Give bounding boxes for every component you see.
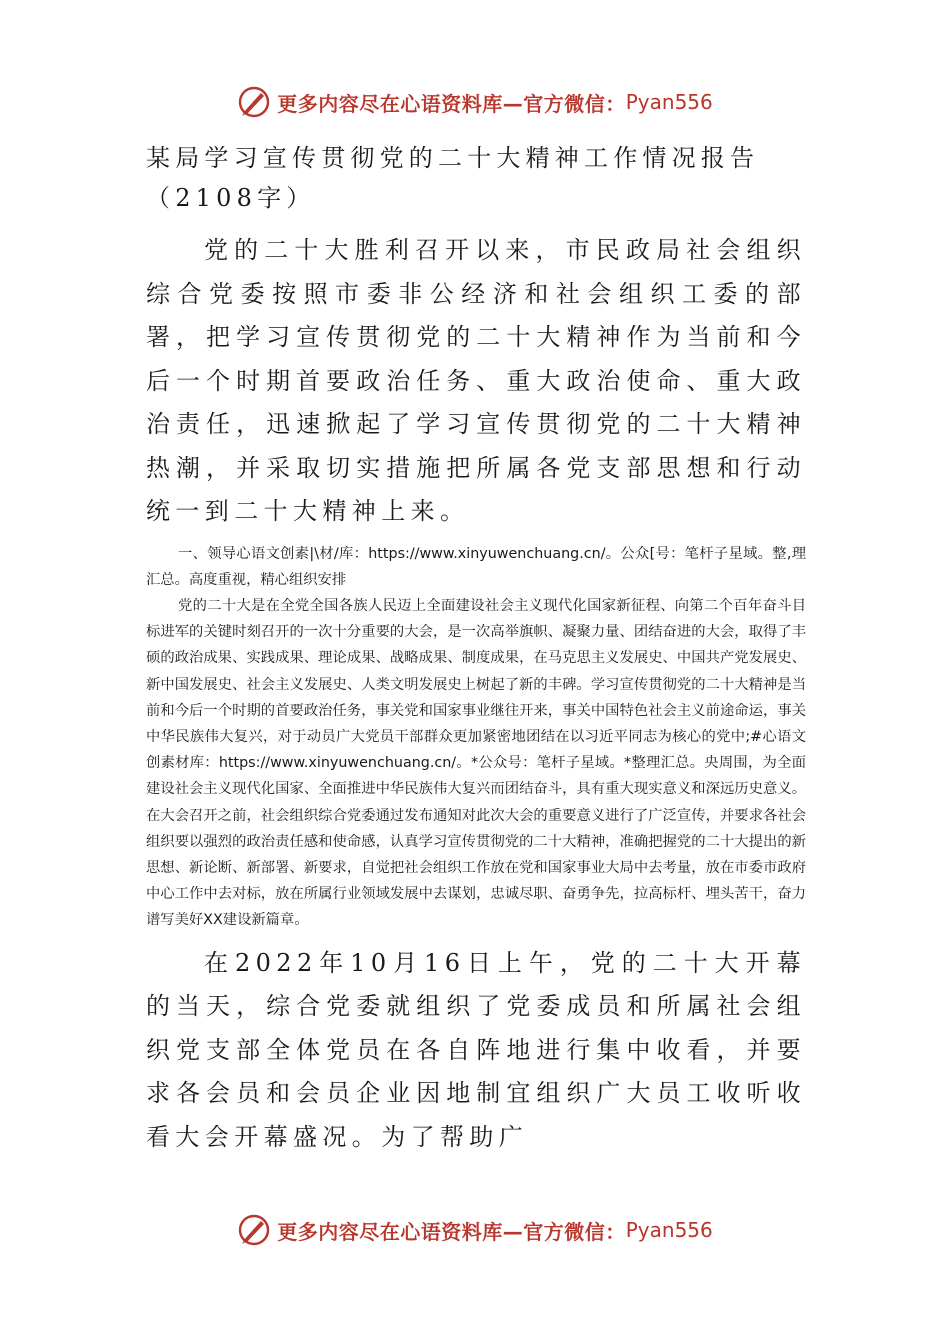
banner-text: 更多内容尽在心语资料库—官方微信： (277, 1219, 626, 1244)
header-banner (0, 82, 950, 122)
document-body (146, 138, 806, 1159)
banner-text: 更多内容尽在心语资料库—官方微信： (277, 91, 626, 116)
banner-wechat-id: Pyan556 (625, 1218, 713, 1242)
document-title: 某局学习宣传贯彻党的二十大精神工作情况报告（2108字） (146, 144, 760, 212)
intro-paragraph: 党的二十大胜利召开以来，市民政局社会组织综合党委按照市委非公经济和社会组织工委的部署，把学习宣传贯彻党的二十大精神作为当前和今后一个时期首要政治任务、重大政治使命、重大政治责任，迅速掀起了学习宣传贯彻党的二十大精神热潮，并采取切实措施把所属各党支部思想和行动统一到二十大精神上来。 (146, 236, 806, 525)
section-paragraph: 党的二十大是在全党全国各族人民迈上全面建设社会主义现代化国家新征程、向第二个百年奋斗目标进军的关键时刻召开的一次十分重要的大会，是一次高举旗帜、凝聚力量、团结奋进的大会，取得了丰硕的政治成果、实践成果、理论成果、战略成果、制度成果，在马克思主义发展史、中国共产党发展史、新中国发展史、社会主义发展史、人类文明发展史上树起了新的丰碑。学习宣传贯彻党的二十大精神是当前和今后一个时期的首要政治任务，事关党和国家事业继往开来，事关中国特色社会主义前途命运，事关中华民族伟大复兴，对于动员广大党员干部群众更加紧密地团结在以习近平同志为核心的党中;#心语文创素材库：https://www.xinyuwenchuang.cn/。*公众号：笔杆子星域。*整理汇总。央周围，为全面建设社会主义现代化国家、全面推进中华民族伟大复兴而团结奋斗，具有重大现实意义和深远历史意义。在大会召开之前，社会组织综合党委通过发布通知对此次大会的重要意义进行了广泛宣传，并要求各社会组织要以强烈的政治责任感和使命感，认真学习宣传贯彻党的二十大精神，准确把握党的二十大提出的新思想、新论断、新部署、新要求，自觉把社会组织工作放在党和国家事业大局中去考量，放在市委市政府中心工作中去对标，放在所属行业领域发展中去谋划，忠诚尽职、奋勇争先，拉高标杆、埋头苦干，奋力谱写美好XX建设新篇章。 (146, 597, 806, 929)
footer-banner (0, 1210, 950, 1250)
banner-wechat-id: Pyan556 (625, 90, 713, 114)
section-heading: 一、领导心语文创素|\材/库：https://www.xinyuwenchuang.cn/。公众[号：笔杆子星域。整,理汇总。高度重视，精心组织安排 (146, 545, 806, 588)
body-paragraph: 在2022年10月16日上午，党的二十大开幕的当天，综合党委就组织了党委成员和所属社会组织党支部全体党员在各自阵地进行集中收看，并要求各会员和会员企业因地制宜组织广大员工收听收看大会开幕盛况。为了帮助广 (146, 948, 806, 1151)
pen-logo-icon (237, 85, 271, 119)
pen-logo-icon (237, 1213, 271, 1247)
